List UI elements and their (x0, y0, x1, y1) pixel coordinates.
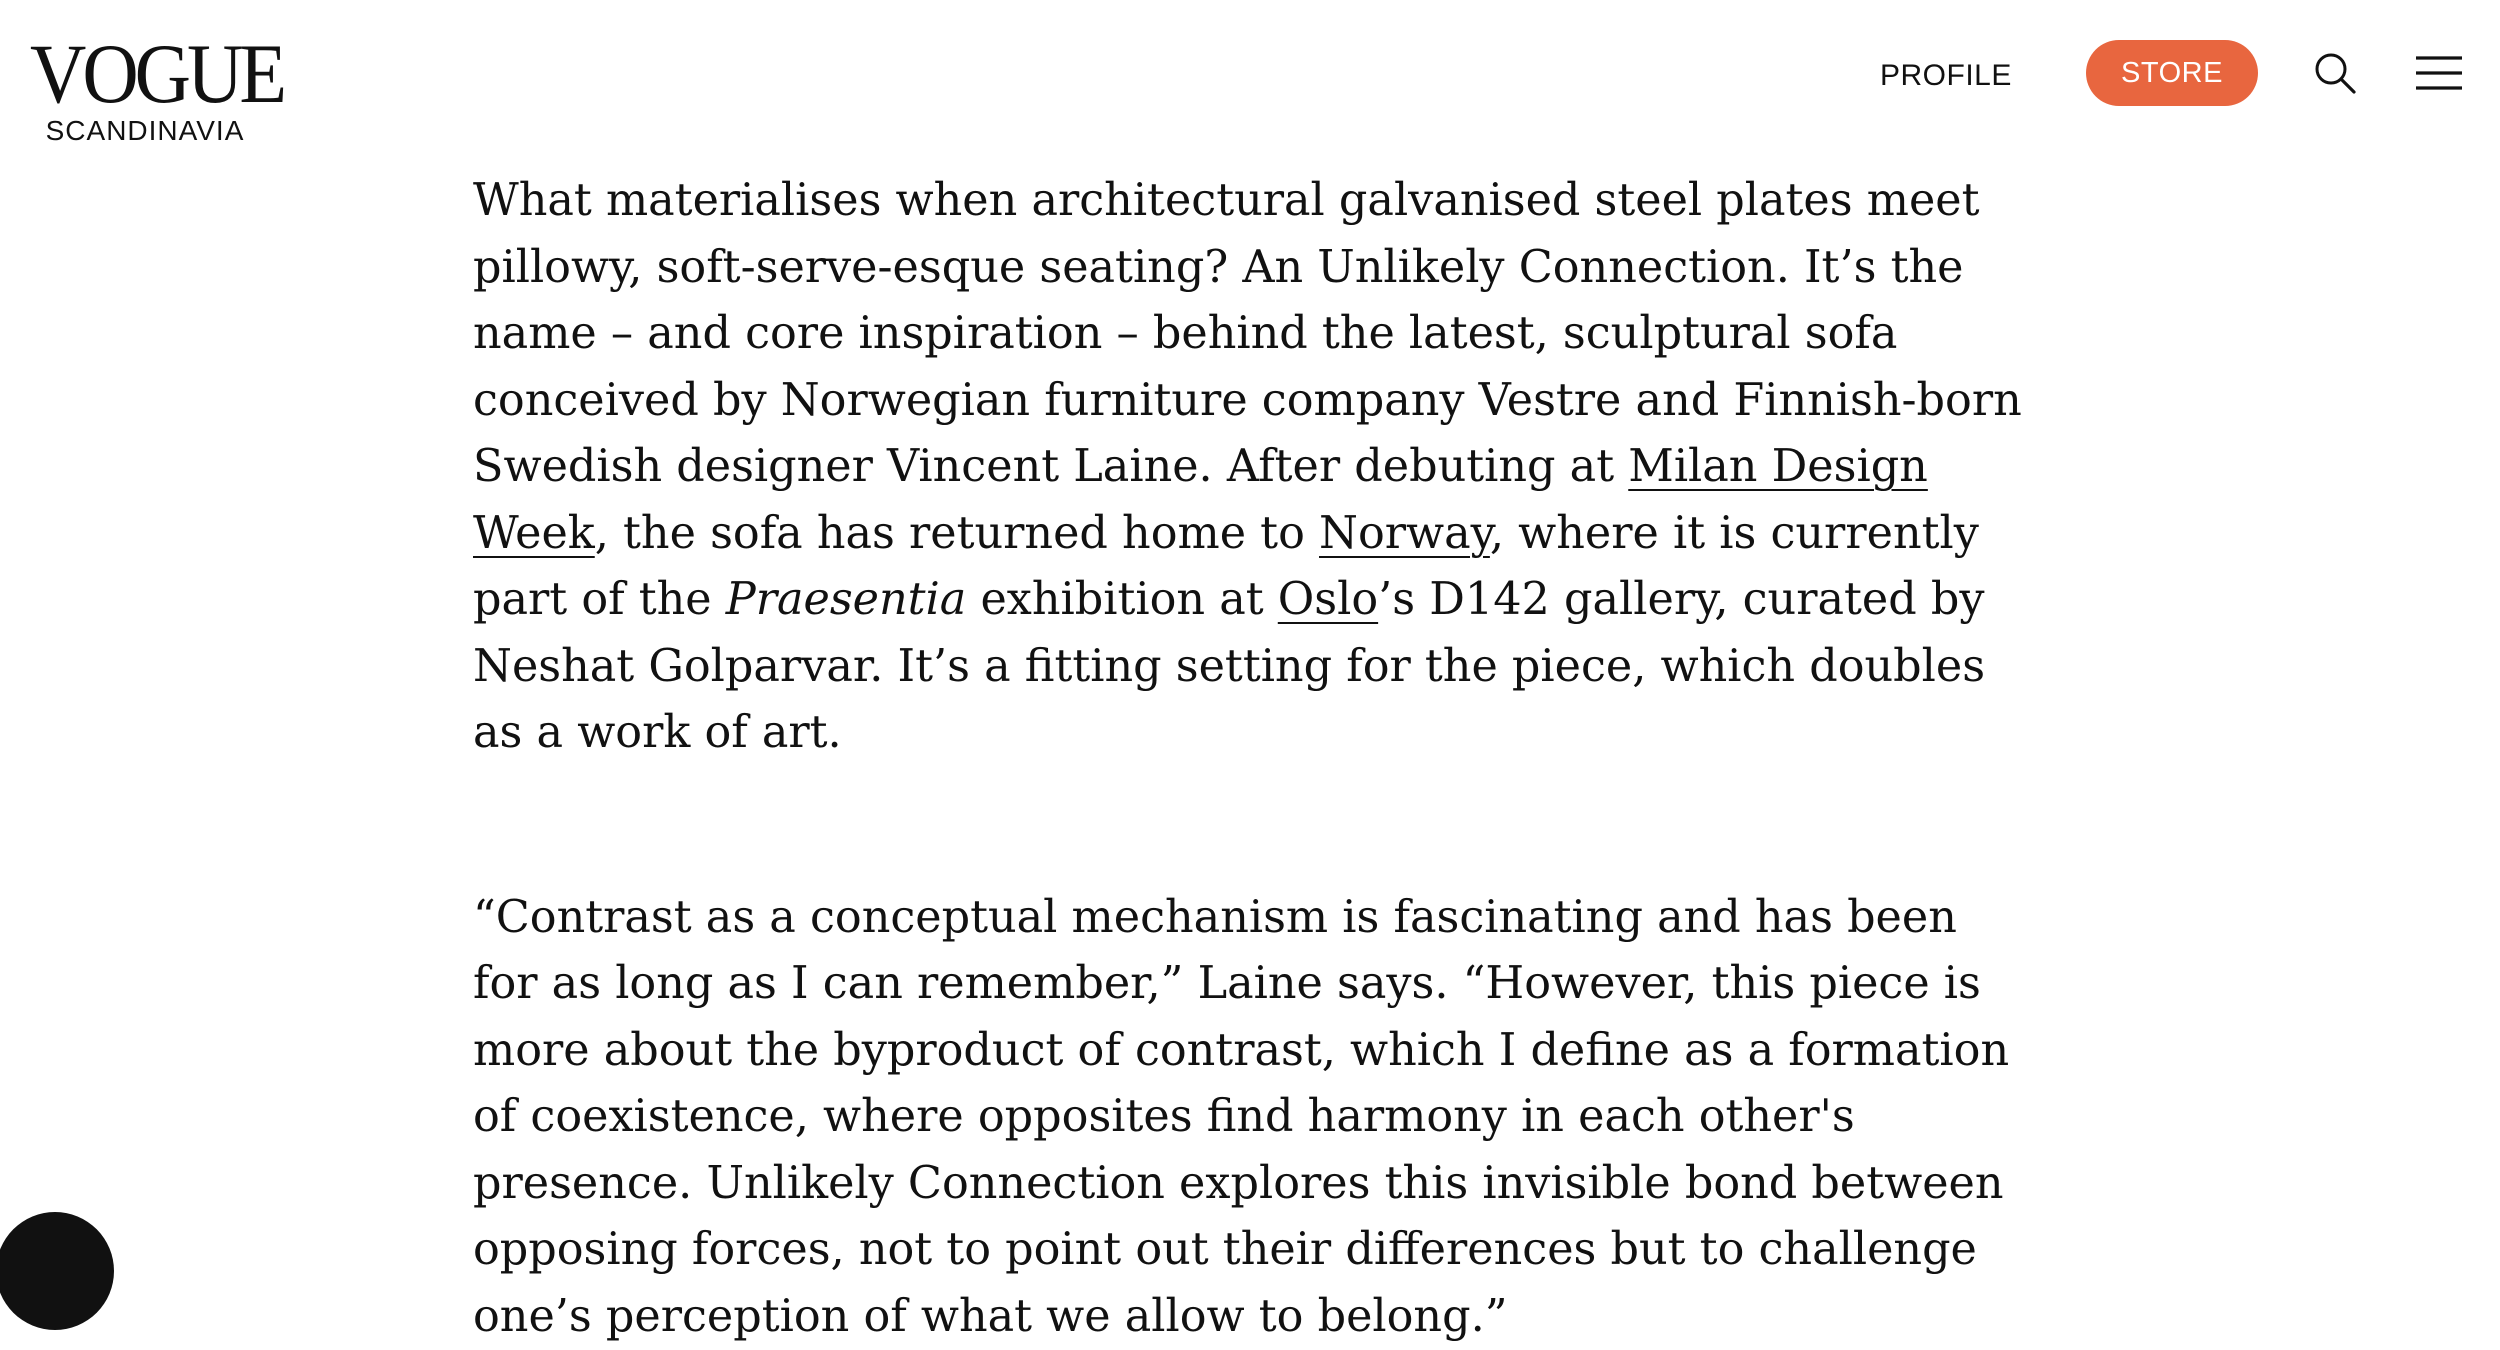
site-header (0, 0, 2500, 150)
logo-subtitle: SCANDINAVIA (30, 116, 260, 146)
chat-bubble-icon[interactable] (0, 1212, 114, 1330)
logo-title: VOGUE (30, 36, 260, 112)
link-oslo[interactable]: Oslo (1278, 574, 1378, 625)
paragraph-text: exhibition at (966, 574, 1277, 625)
paragraph-text: , the sofa has returned home to (595, 508, 1319, 559)
paragraph-text: ’s D142 gallery, curated by Neshat Golparvar. It’s a fitting setting for the piece, which doubles as a work of art. (473, 574, 1985, 758)
article-paragraph-1 (473, 168, 2033, 767)
article-paragraph-2: “Contrast as a conceptual mechanism is fascinating and has been for as long as I can remember,” Laine says. “However, this piece is more about the byproduct of contrast, which I define as a formation of coexistence, where opposites find harmony in each other's presence. Unlikely Connection explores this invisible bond between opposing forces, not to point out their differences but to challenge one’s perception of what we allow to belong.” (473, 885, 2033, 1350)
exhibition-title: Praesentia (726, 574, 967, 625)
search-icon[interactable] (2312, 50, 2358, 96)
store-button[interactable]: STORE (2086, 40, 2258, 106)
link-milan-design-week[interactable]: Milan Design Week (473, 441, 1928, 559)
article-body (473, 168, 2033, 1350)
paragraph-text: , where it is currently part of the (473, 508, 1979, 626)
vogue-scandinavia-logo[interactable] (30, 36, 260, 146)
paragraph-text: What materialises when architectural galvanised steel plates meet pillowy, soft-serve-esque seating? An Unlikely Connection. It’s the name – and core inspiration – behind the latest, sculptural sofa conceived by Norwegian furniture company Vestre and Finnish-born Swedish designer Vincent Laine. After debuting at (473, 175, 2022, 492)
profile-link[interactable]: PROFILE (1880, 56, 2012, 96)
hamburger-menu-icon[interactable] (2414, 54, 2464, 92)
link-norway[interactable]: Norway (1319, 508, 1490, 559)
